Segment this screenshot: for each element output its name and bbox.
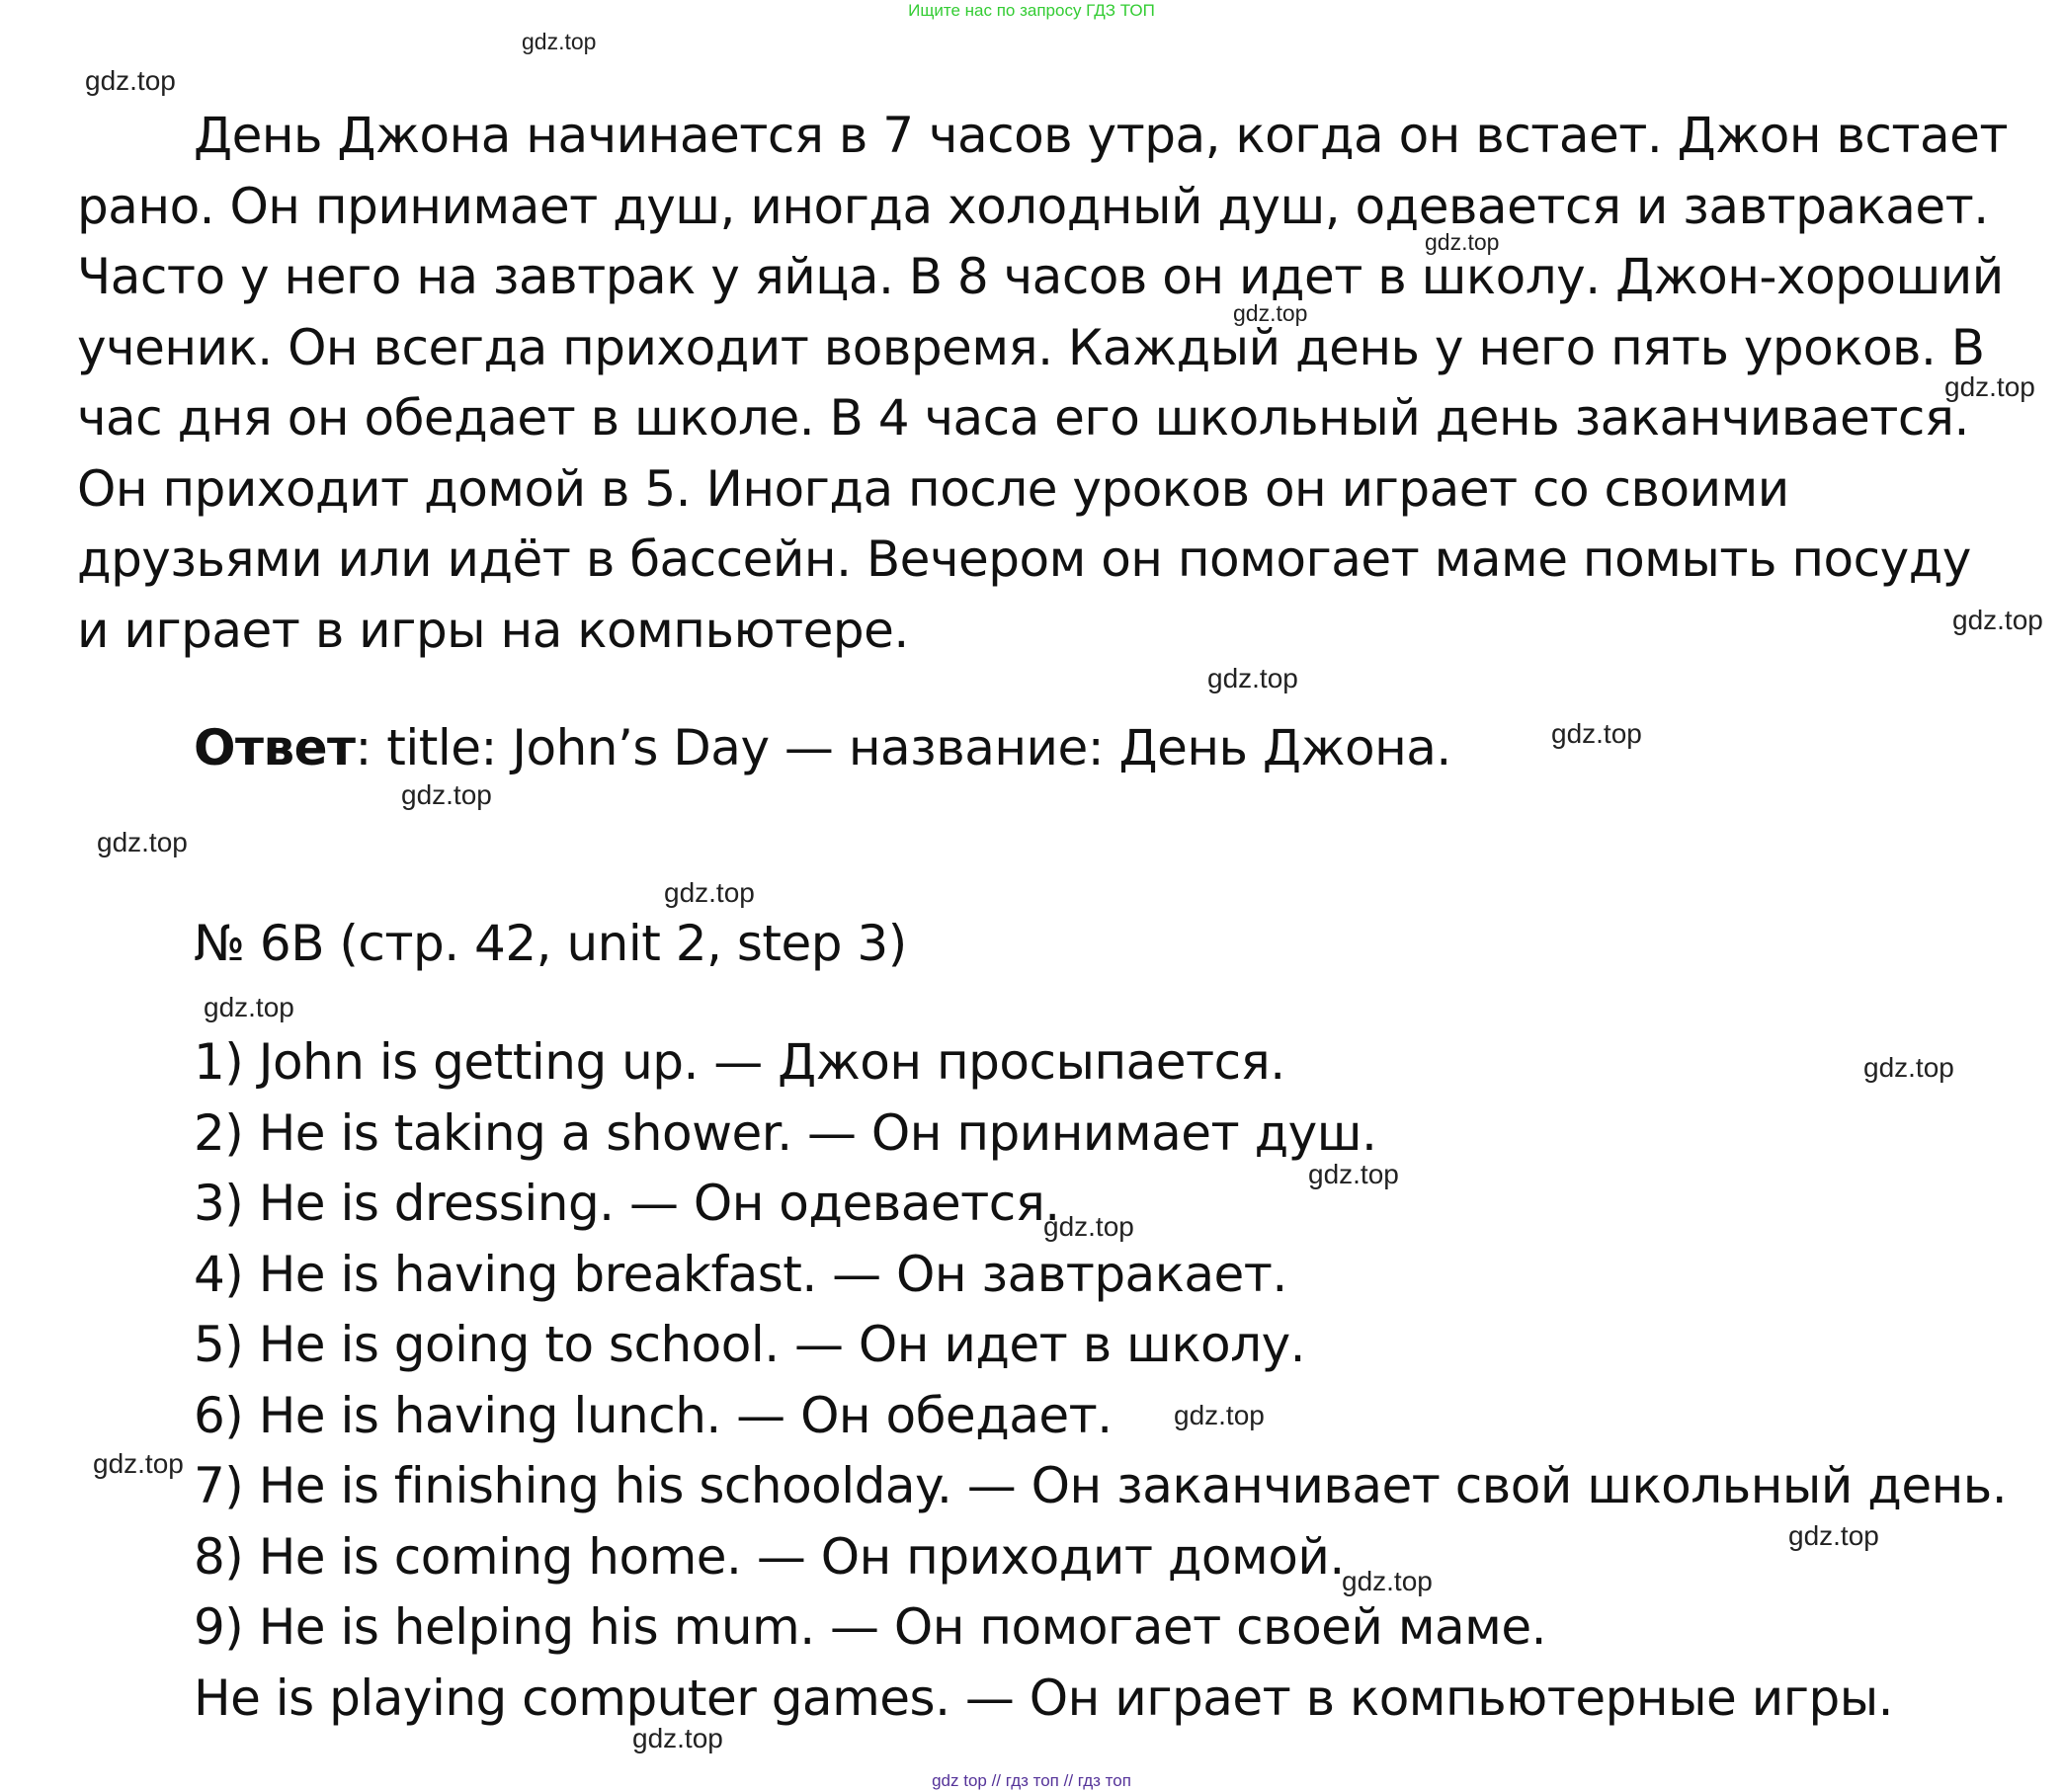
watermark: gdz.top bbox=[664, 877, 755, 908]
list-item: 9) He is helping his mum. — Он помогает своей маме. bbox=[194, 1598, 1547, 1656]
list-item: 4) He is having breakfast. — Он завтракает. bbox=[194, 1245, 1287, 1303]
watermark: gdz.top bbox=[1308, 1159, 1399, 1189]
watermark: gdz.top bbox=[93, 1448, 184, 1479]
task-number: № 6B (стр. 42, unit 2, step 3) bbox=[194, 915, 907, 972]
watermark: gdz.top bbox=[1788, 1520, 1879, 1551]
list-item: 5) He is going to school. — Он идет в школу. bbox=[194, 1316, 1306, 1373]
top-banner: Ищите нас по запросу ГДЗ ТОП bbox=[908, 1, 1155, 20]
watermark: gdz.top bbox=[85, 65, 176, 96]
watermark: gdz.top bbox=[97, 827, 188, 857]
watermark: gdz.top bbox=[1863, 1052, 1954, 1083]
list-item: 7) He is finishing his schoolday. — Он заканчивает свой школьный день. bbox=[194, 1457, 2008, 1514]
watermark: gdz.top bbox=[1551, 718, 1642, 749]
list-item: He is playing computer games. — Он играет в компьютерные игры. bbox=[194, 1669, 1894, 1727]
watermark: gdz.top bbox=[401, 779, 492, 810]
watermark: gdz.top bbox=[204, 992, 294, 1022]
watermark: gdz.top bbox=[1174, 1400, 1265, 1430]
watermark: gdz.top bbox=[1425, 229, 1500, 255]
answer-label: Ответ bbox=[194, 719, 356, 776]
watermark: gdz.top bbox=[1233, 300, 1308, 326]
watermark: gdz.top bbox=[1952, 605, 2043, 635]
list-item: 2) He is taking a shower. — Он принимает душ. bbox=[194, 1103, 1377, 1162]
list-item: 6) He is having lunch. — Он обедает. bbox=[194, 1386, 1113, 1444]
list-item: 8) He is coming home. — Он приходит домой. bbox=[194, 1527, 1345, 1586]
watermark: gdz.top bbox=[1207, 663, 1298, 693]
answer-line bbox=[194, 713, 1451, 782]
list-item: 1) John is getting up. — Джон просыпается. bbox=[194, 1033, 1285, 1091]
answer-text: : title: John’s Day — название: День Джона. bbox=[355, 719, 1451, 776]
answers-list bbox=[194, 1027, 2007, 1734]
watermark: gdz.top bbox=[1944, 371, 2035, 402]
list-item: 3) He is dressing. — Он одевается. bbox=[194, 1175, 1060, 1232]
footer: gdz top // гдз топ // гдз топ bbox=[932, 1771, 1131, 1790]
watermark: gdz.top bbox=[522, 29, 597, 54]
translation-paragraph: День Джона начинается в 7 часов утра, когда он встает. Джон встает рано. Он принимает душ, иногда холодный душ, одевается и завтракает. Часто у него на завтрак у яйца. В 8 часов он идет в школу. Джон-хороший ученик. Он всегда приходит вовремя. Каждый день у него пять уроков. В час дня он обедает в школе. В 4 часа его школьный день заканчивается. Он приходит домой в 5. Иногда после уроков он играет со своими друзьями или идёт в бассейн. Вечером он помогает маме помыть посуду и играет в игры на компьютере. bbox=[77, 107, 2009, 659]
watermark: gdz.top bbox=[632, 1723, 723, 1753]
watermark: gdz.top bbox=[1043, 1211, 1134, 1242]
watermark: gdz.top bbox=[1342, 1566, 1433, 1596]
